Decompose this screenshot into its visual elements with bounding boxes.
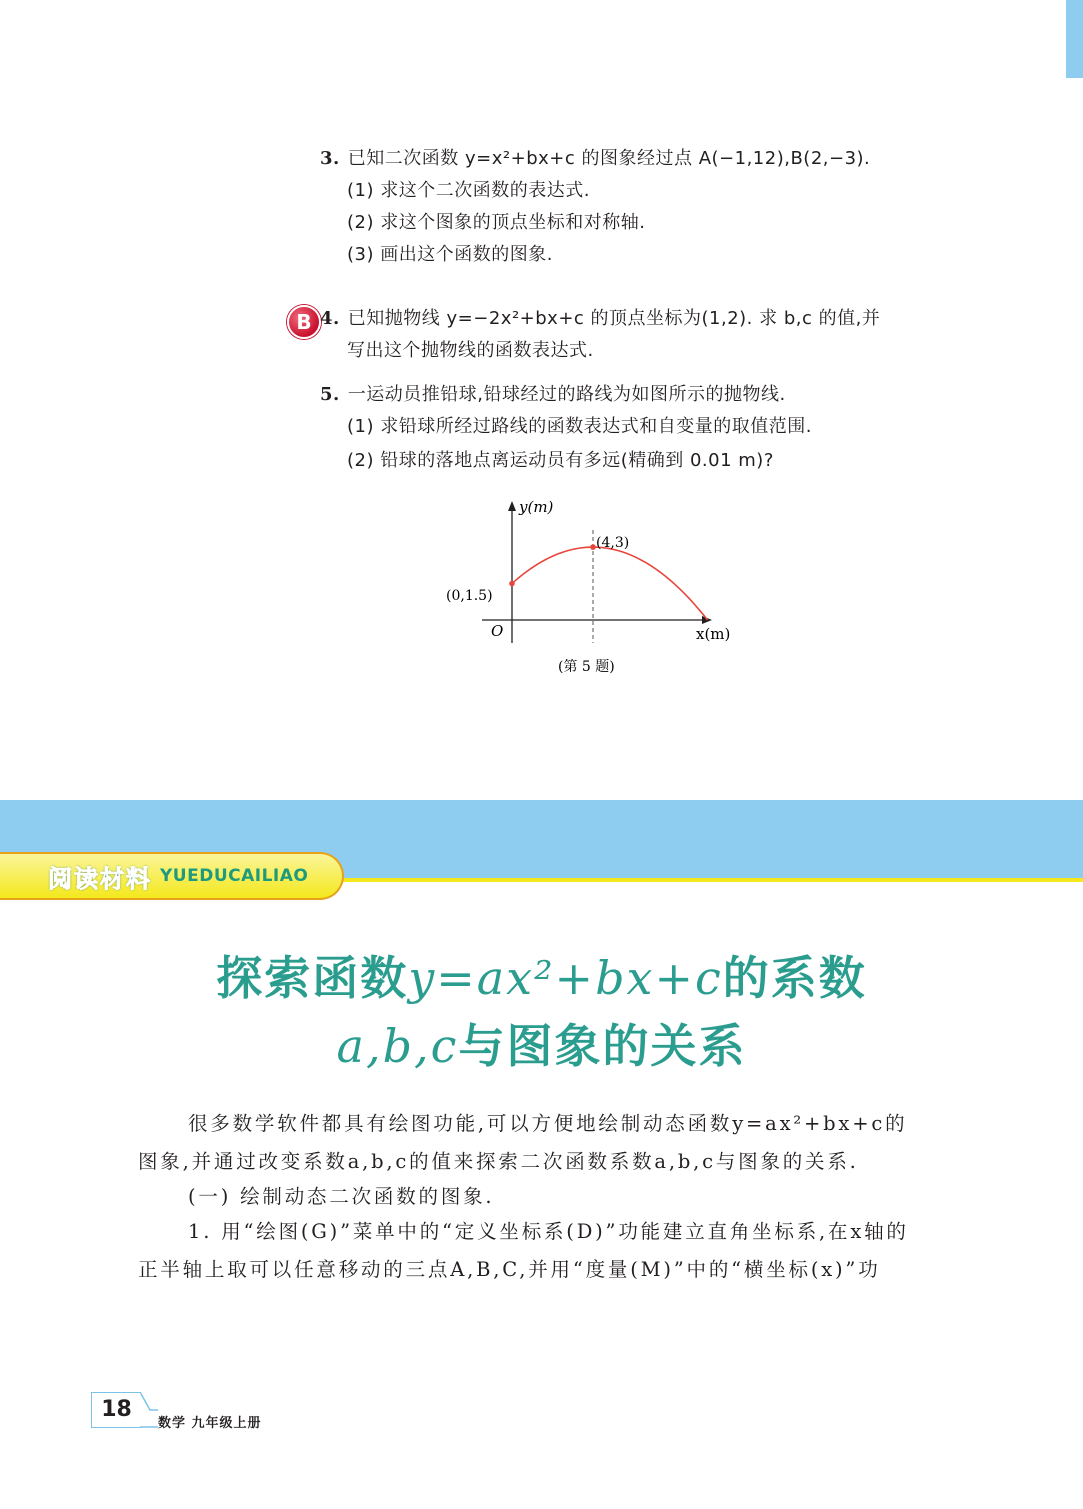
start-point bbox=[509, 581, 515, 587]
q4-text: 已知抛物线 y=−2x²+bx+c 的顶点坐标为(1,2). 求 b,c 的值,并 bbox=[347, 308, 881, 329]
title-coefficients: a,b,c bbox=[336, 1019, 459, 1073]
q5-text: 一运动员推铅球,铅球经过的路线为如图所示的抛物线. bbox=[347, 384, 786, 405]
q3-number: 3. bbox=[320, 148, 340, 169]
start-label: (0,1.5) bbox=[446, 588, 493, 604]
q4-stem bbox=[320, 307, 880, 331]
q4-number: 4. bbox=[320, 308, 340, 329]
title-formula: y=ax²+bx+c bbox=[408, 951, 723, 1005]
origin-label: O bbox=[491, 622, 504, 640]
q5-number: 5. bbox=[320, 384, 340, 405]
reading-banner-cn: 阅读材料 bbox=[48, 864, 152, 893]
q3-stem bbox=[320, 147, 870, 171]
q3-text: 已知二次函数 y=x²+bx+c 的图象经过点 A(−1,12),B(2,−3). bbox=[347, 148, 871, 169]
title-part2: 的系数 bbox=[722, 951, 867, 1005]
title-part3: 与图象的关系 bbox=[458, 1019, 747, 1073]
page-number: 18 bbox=[91, 1392, 141, 1428]
reading-banner-en: YUEDUCAILIAO bbox=[160, 866, 309, 886]
trajectory-curve bbox=[512, 547, 708, 620]
q5-sub-1: (1) 求铅球所经过路线的函数表达式和自变量的取值范围. bbox=[347, 416, 812, 437]
figure-caption: (第 5 题) bbox=[558, 659, 615, 675]
q5-stem bbox=[320, 383, 786, 407]
title-part1: 探索函数 bbox=[216, 951, 409, 1005]
y-axis-label: y(m) bbox=[519, 498, 554, 516]
para1-line2: 图象,并通过改变系数a,b,c的值来探索二次函数系数a,b,c与图象的关系. bbox=[138, 1150, 859, 1173]
para2: (一) 绘制动态二次函数的图象. bbox=[188, 1185, 495, 1208]
page-tab-arrow bbox=[140, 1392, 160, 1428]
y-axis-arrow bbox=[508, 501, 516, 511]
reading-title-line2 bbox=[0, 1010, 1083, 1076]
para3-line2: 正半轴上取可以任意移动的三点A,B,C,并用“度量(M)”中的“横坐标(x)”功 bbox=[138, 1258, 881, 1281]
q3-sub-1: (1) 求这个二次函数的表达式. bbox=[347, 180, 590, 201]
q3-sub-2: (2) 求这个图象的顶点坐标和对称轴. bbox=[347, 212, 646, 233]
q4-text-cont: 写出这个抛物线的函数表达式. bbox=[347, 340, 594, 361]
vertex-label: (4,3) bbox=[596, 535, 630, 551]
side-tab bbox=[1066, 0, 1083, 78]
x-axis-label: x(m) bbox=[696, 625, 731, 643]
para3-line1: 1. 用“绘图(G)”菜单中的“定义坐标系(D)”功能建立直角坐标系,在x轴的 bbox=[188, 1220, 909, 1243]
level-b-badge: B bbox=[287, 305, 321, 339]
q5-sub-2: (2) 铅球的落地点离运动员有多远(精确到 0.01 m)? bbox=[347, 450, 774, 471]
para1-line1: 很多数学软件都具有绘图功能,可以方便地绘制动态函数y=ax²+bx+c的 bbox=[188, 1112, 908, 1135]
q3-sub-3: (3) 画出这个函数的图象. bbox=[347, 244, 553, 265]
vertex-point bbox=[590, 544, 596, 550]
book-title: 数学 九年级上册 bbox=[158, 1416, 262, 1431]
q5-figure bbox=[430, 495, 750, 685]
reading-banner bbox=[0, 852, 344, 900]
reading-title-line1 bbox=[0, 942, 1083, 1008]
